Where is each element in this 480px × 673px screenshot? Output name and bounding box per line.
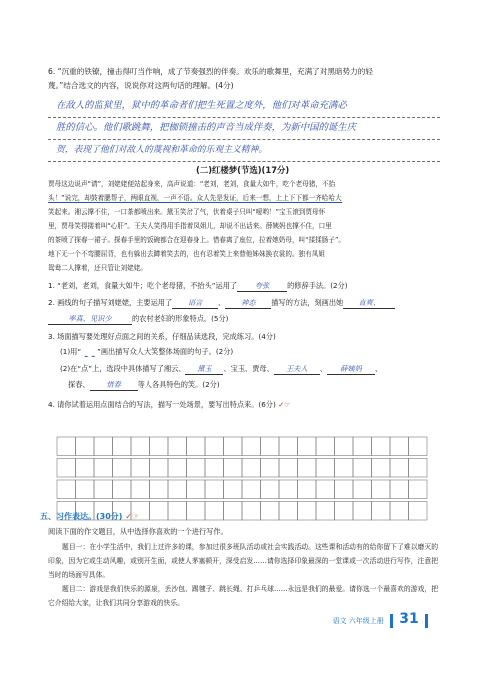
section-intro: 阅读下面的作文题目，从中选择你喜欢的一个进行写作。 (48, 527, 228, 536)
q3-sub2-line2: 探春、 惜春 等人各具特色的笑。(2分) (68, 380, 220, 389)
grid-cell[interactable] (390, 459, 409, 478)
grid-cell[interactable] (131, 437, 150, 456)
grid-cell[interactable] (168, 480, 187, 499)
pencil-mark-icon: ✓☞ (278, 400, 291, 409)
grid-cell[interactable] (205, 480, 224, 499)
grid-cell[interactable] (372, 459, 391, 478)
page-footer (333, 611, 428, 628)
grid-cell[interactable] (279, 480, 298, 499)
passage-line: 头！”说完，却鼓着腮帮子，两眼直视，一声不语。众人先是发证，后来一想，上上下下都一齐哈哈大 (48, 194, 342, 202)
grid-cell[interactable] (150, 480, 169, 499)
q4-line: 4. 请你试着运用点面结合的写法，描写一处场景，要写出特点来。(6分) ✓☞ (48, 400, 291, 409)
q6-answer-line1: 在敌人的监狱里，狱中的革命者们把生死置之度外，他们对革命充满必 (56, 100, 347, 111)
passage-title: (二)红楼梦(节选)(17分) (196, 165, 290, 175)
grid-cell[interactable] (372, 502, 391, 521)
grid-cell[interactable] (224, 459, 243, 478)
q6-answer-line3: 贺，表现了他们对敌人的蔑视和革命的乐观主义精神。 (56, 145, 268, 155)
passage-line: 笑起来。湘云撑不住，一口茶都喷出来。黛玉笑岔了气，伏着桌子只叫“嗳哟！”宝玉滚到贾母怀 (48, 208, 326, 216)
grid-cell[interactable] (409, 480, 428, 499)
topic-two: 题目二：游戏是我们快乐的源泉，丢沙包、踢毽子、跳长绳、打乒乓球……永远是我们的最爱。请你选一个最喜欢的游戏，把它介绍给大家，让我们共同分享游戏的快乐。 (48, 585, 438, 607)
grid-cell[interactable] (242, 437, 261, 456)
grid-cell[interactable] (113, 480, 132, 499)
q2-line1: 2. 画线的句子描写刘姥姥，主要运用了 语言 、 神态 描写的方法，刻画出她 直爽、 (48, 297, 436, 309)
grid-cell[interactable] (205, 437, 224, 456)
grid-cell[interactable] (131, 480, 150, 499)
grid-cell[interactable] (168, 502, 187, 521)
grid-cell[interactable] (242, 502, 261, 521)
passage-line: 里，贾母笑得搂着叫“心肝”。王夫人笑得用手指着凤姐儿，却说不出话来。薛姨妈也撑不住，口里 (48, 222, 332, 230)
grid-cell[interactable] (94, 480, 113, 499)
grid-cell[interactable] (409, 437, 428, 456)
footer-label: 语文 六年级上册 (332, 617, 384, 625)
grid-cell[interactable] (298, 459, 317, 478)
grid-cell[interactable] (353, 459, 372, 478)
grid-cell[interactable] (298, 502, 317, 521)
grid-cell[interactable] (57, 459, 76, 478)
grid-cell[interactable] (409, 502, 428, 521)
grid-cell[interactable] (390, 502, 409, 521)
grid-cell[interactable] (335, 480, 354, 499)
grid-cell[interactable] (150, 437, 169, 456)
grid-cell[interactable] (94, 459, 113, 478)
grid-cell[interactable] (224, 437, 243, 456)
grid-cell[interactable] (279, 459, 298, 478)
grid-cell[interactable] (113, 437, 132, 456)
grid-cell[interactable] (353, 437, 372, 456)
answer-rule (48, 161, 440, 162)
grid-cell[interactable] (316, 459, 335, 478)
grid-cell[interactable] (205, 502, 224, 521)
grid-cell[interactable] (150, 502, 169, 521)
q3-line: 3. 场面描写要处理好点面之间的关系，仔细品读选段，完成练习。(4分) (48, 332, 276, 341)
q1-line: 1. “老刘，老刘，食量大如牛；吃个老母猪，不抬头”运用了 夸张 的修辞手法。(2分) (48, 281, 348, 290)
q3-sub1: (1)用“​ ”画出描写众人大笑整体场面的句子。(2分) (60, 347, 234, 356)
divider (425, 614, 428, 628)
grid-cell[interactable] (94, 437, 113, 456)
grid-cell[interactable] (242, 480, 261, 499)
grid-cell[interactable] (316, 502, 335, 521)
grid-cell[interactable] (316, 480, 335, 499)
grid-cell[interactable] (335, 502, 354, 521)
divider (390, 614, 393, 628)
grid-cell[interactable] (205, 459, 224, 478)
grid-cell[interactable] (261, 502, 280, 521)
q6-line2: 蔑。”结合选文的内容，说说你对这两句话的理解。(4分) (48, 81, 234, 90)
q1-answer: 夸张 (254, 281, 270, 290)
grid-cell[interactable] (150, 459, 169, 478)
grid-cell[interactable] (316, 437, 335, 456)
pencil-mark-icon: ✓☞ (125, 512, 140, 521)
passage-line: 地下无一个不弯腰屈背，也有躲出去蹲着笑去的，也有忍着笑上来替他姊妹换衣裳的。独有凤姐 (48, 250, 325, 258)
grid-cell[interactable] (224, 502, 243, 521)
grid-cell[interactable] (57, 480, 76, 499)
grid-cell[interactable] (409, 459, 428, 478)
page-number: 31 (399, 611, 419, 627)
passage-line: 贾母这边说声“请”，刘姥姥便站起身来，高声说道：“老刘，老刘，食量大如牛，吃个老母猪，不抬 (48, 180, 336, 188)
grid-cell[interactable] (187, 459, 206, 478)
grid-cell[interactable] (187, 502, 206, 521)
grid-cell[interactable] (298, 437, 317, 456)
grid-cell[interactable] (390, 437, 409, 456)
q3-sub2-line1: (2)在“点”上，选段中具体描写了湘云、 黛玉 、宝玉、贾母、 王夫人 、 薛姨妈 、 (60, 364, 383, 373)
grid-cell[interactable] (372, 437, 391, 456)
grid-cell[interactable] (76, 480, 95, 499)
grid-cell[interactable] (335, 459, 354, 478)
section-title: 五、习作表达。(30分) ✓☞ (40, 512, 140, 521)
grid-cell[interactable] (168, 459, 187, 478)
grid-cell[interactable] (187, 437, 206, 456)
grid-cell[interactable] (335, 437, 354, 456)
topic-one: 题目一：在小学生活中，我们上过许多的课，参加过很多班队活动或社会实践活动。这些课和活动有的给你留下了难以磨灭的印象，因为它或生动风趣，或别开生面，或使人茅塞顿开，深受启发……请你选择印象最深的一堂课或一次活动进行写作，注意把当时的场面写具体。 (48, 543, 438, 579)
grid-cell[interactable] (113, 459, 132, 478)
grid-cell[interactable] (76, 459, 95, 478)
q6-answer-line2: 胜的信心。他们歌跳舞，把枷锁撞击的声音当成伴奏，为新中国的诞生庆 (56, 122, 357, 133)
grid-cell[interactable] (224, 480, 243, 499)
grid-cell[interactable] (279, 437, 298, 456)
grid-cell[interactable] (57, 437, 76, 456)
grid-cell[interactable] (131, 459, 150, 478)
q2-line2: 率真、见识少 的农村老妇的形象特点。(5分) (48, 313, 436, 325)
grid-cell[interactable] (261, 459, 280, 478)
passage-line: 鸳鸯二人撑着，还只管让刘姥姥。 (48, 264, 147, 272)
grid-cell[interactable] (298, 480, 317, 499)
grid-cell[interactable] (353, 502, 372, 521)
grid-cell[interactable] (390, 480, 409, 499)
passage-line: 的茶喷了探春一裙子。探春手里的饭碗都合在迎春身上。惜春离了座位，拉着她奶母，叫“揉揉肠子”。 (48, 236, 345, 244)
grid-cell[interactable] (168, 437, 187, 456)
grid-cell[interactable] (279, 502, 298, 521)
grid-cell[interactable] (372, 480, 391, 499)
grid-cell[interactable] (353, 480, 372, 499)
grid-cell[interactable] (242, 459, 261, 478)
grid-cell[interactable] (76, 437, 95, 456)
grid-cell[interactable] (187, 480, 206, 499)
grid-cell[interactable] (261, 480, 280, 499)
q6-line1: 6. “沉重的铁镣，撞击得叮当作响，成了节奏强烈的伴奏。欢乐的歌舞里，充满了对黑暗势力的轻 (48, 67, 373, 76)
grid-cell[interactable] (261, 437, 280, 456)
writing-grid[interactable] (56, 436, 428, 522)
